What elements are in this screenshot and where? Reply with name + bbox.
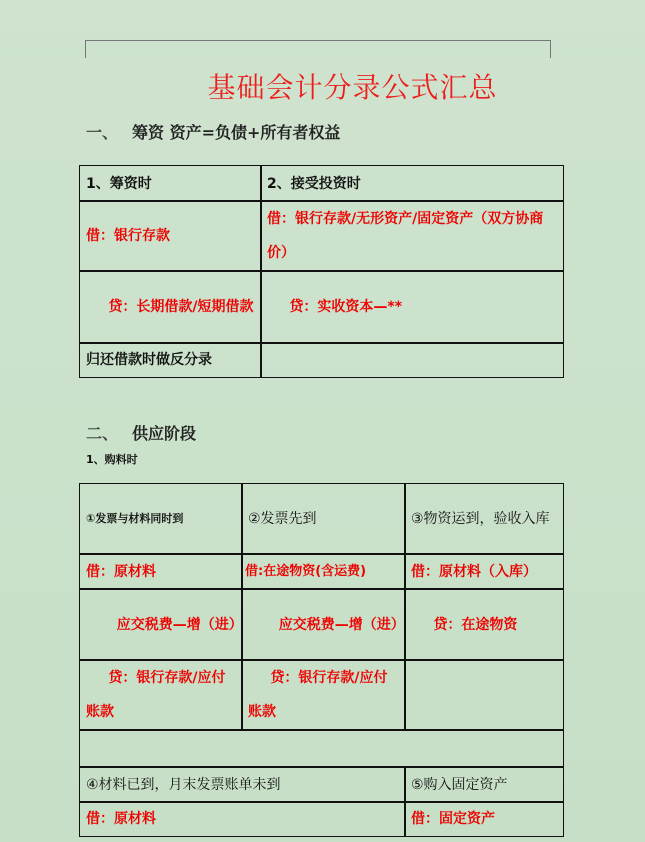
table-cell: 借：银行存款/无形资产/固定资产（双方协商价） bbox=[260, 200, 564, 272]
section-1-heading bbox=[86, 120, 340, 143]
table-cell: 借：银行存款 bbox=[79, 200, 262, 272]
table-cell: 贷：在途物资 bbox=[404, 588, 564, 661]
table-cell: 借：原材料 bbox=[79, 553, 243, 590]
section-title: 供应阶段 bbox=[132, 424, 197, 443]
table-cell: ①发票与材料同时到 bbox=[79, 483, 243, 555]
document-title: 基础会计分录公式汇总 bbox=[207, 71, 498, 104]
section-2-heading bbox=[86, 421, 196, 444]
table-cell: 应交税费—增（进） bbox=[241, 588, 406, 661]
table-cell bbox=[404, 659, 564, 731]
table-cell: 归还借款时做反分录 bbox=[79, 342, 262, 378]
table-cell: 贷：银行存款/应付账款 bbox=[241, 659, 406, 731]
page-corner-mark bbox=[85, 40, 86, 58]
table-cell: 2、接受投资时 bbox=[260, 165, 564, 202]
table-cell bbox=[79, 729, 564, 768]
table-cell: 贷：长期借款/短期借款 bbox=[79, 270, 262, 344]
page-corner-mark bbox=[550, 40, 551, 58]
section-number: 一、 bbox=[86, 123, 119, 142]
table-cell: ③物资运到，验收入库 bbox=[404, 483, 564, 555]
table-cell: 贷：实收资本—** bbox=[260, 270, 564, 344]
table-cell: 贷：银行存款/应付账款 bbox=[79, 659, 243, 731]
section-title: 筹资 资产=负债+所有者权益 bbox=[132, 123, 341, 142]
table-cell: 借：固定资产 bbox=[404, 801, 564, 837]
table-cell: 借：原材料（入库） bbox=[404, 553, 564, 590]
section-number: 二、 bbox=[86, 424, 119, 443]
subsection-heading: 1、购料时 bbox=[86, 453, 138, 466]
page-corner-mark bbox=[85, 40, 550, 41]
table-cell: 1、筹资时 bbox=[79, 165, 262, 202]
table-cell: ④材料已到，月末发票账单未到 bbox=[79, 766, 406, 803]
table-cell: ⑤购入固定资产 bbox=[404, 766, 564, 803]
table-cell bbox=[260, 342, 564, 378]
table-cell: 借：原材料 bbox=[79, 801, 406, 837]
table-cell: ②发票先到 bbox=[241, 483, 406, 555]
table-cell: 借:在途物资(含运费) bbox=[241, 553, 406, 590]
table-cell: 应交税费—增（进） bbox=[79, 588, 243, 661]
